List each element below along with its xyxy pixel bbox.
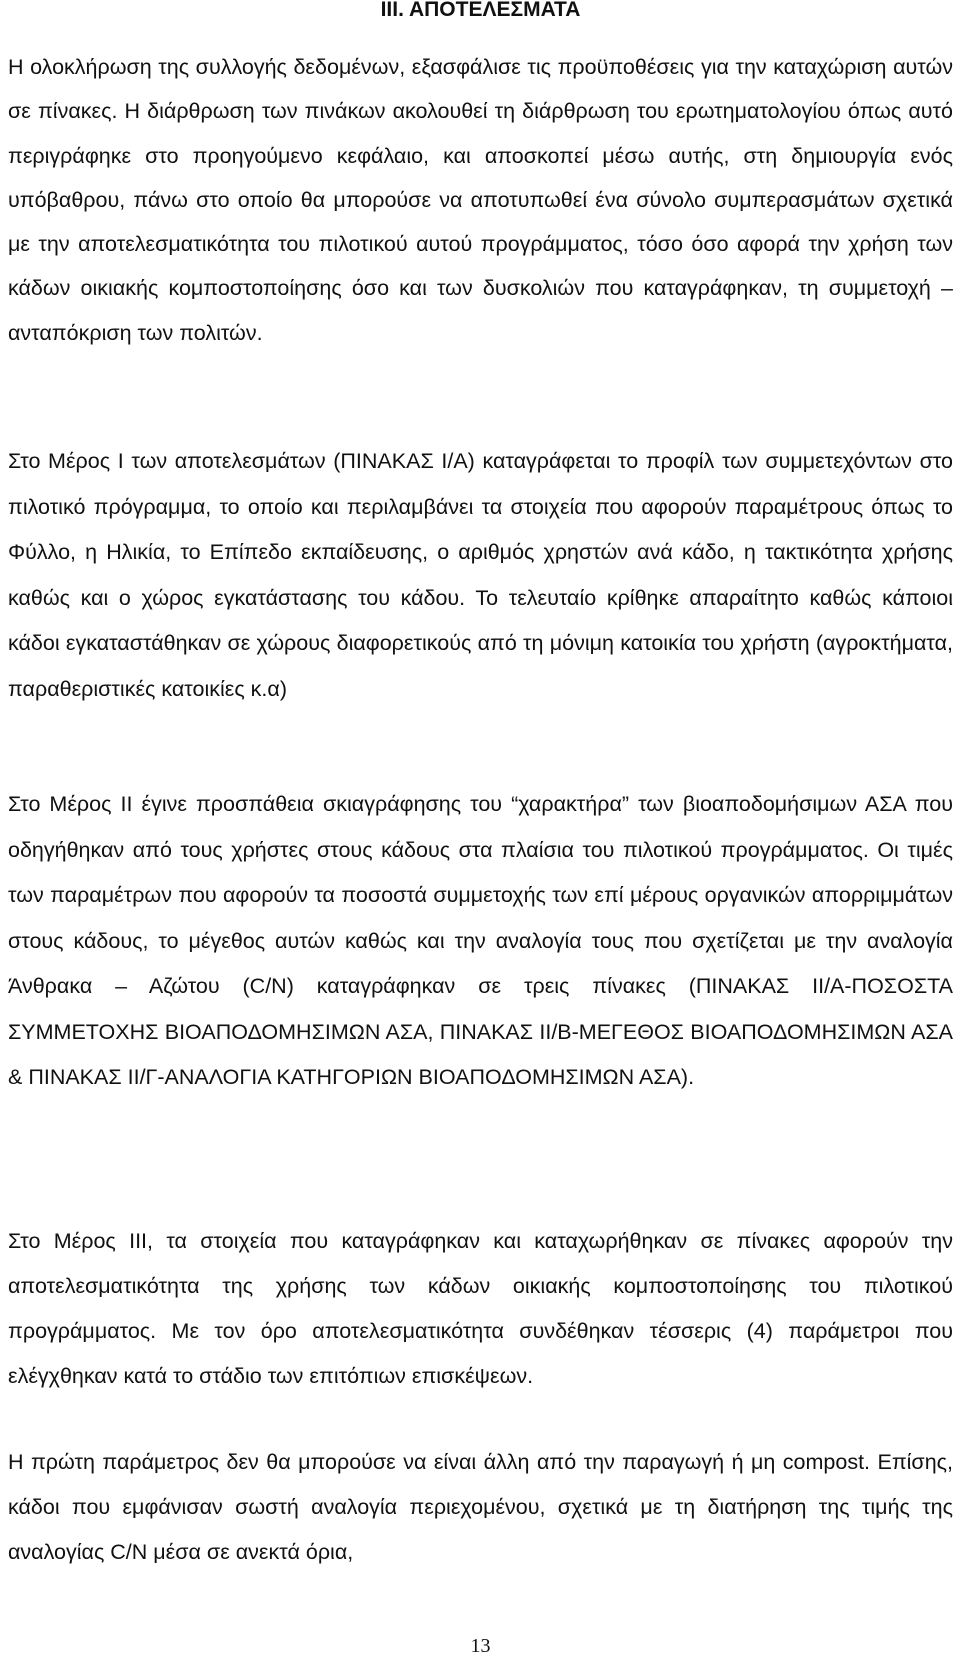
page-number: 13 <box>470 1635 491 1657</box>
paragraph-part-1: Στο Μέρος Ι των αποτελεσμάτων (ΠΙΝΑΚΑΣ Ι/Α) καταγράφεται το προφίλ των συμμετεχόντων στο πιλοτικό πρόγραμμα, το οποίο και περιλαμβάνει τα στοιχεία που αφορούν παραμέτρους όπως το Φύλλο, η Ηλικία, το Επίπεδο εκπαίδευσης, ο αριθμός χρηστών ανά κάδο, η τακτικότητα χρήσης καθώς και ο χώρος εγκατάστασης του κάδου. Το τελευταίο κρίθηκε απαραίτητο καθώς κάποιοι κάδοι εγκαταστάθηκαν σε χώρους διαφορετικούς από τη μόνιμη κατοικία του χρήστη (αγροκτήματα, παραθεριστικές κατοικίες κ.α) <box>8 449 953 701</box>
paragraph-first-parameter: Η πρώτη παράμετρος δεν θα μπορούσε να είναι άλλη από την παραγωγή ή μη compost. Επίσης, κάδοι που εμφάνισαν σωστή αναλογία περιεχομένου, σχετικά με τη διατήρηση της τιμής της αναλογίας C/N μέσα σε ανεκτά όρια, <box>8 1450 953 1564</box>
document-page <box>8 0 953 1672</box>
paragraph-part-3: Στο Μέρος ΙΙΙ, τα στοιχεία που καταγράφηκαν και καταχωρήθηκαν σε πίνακες αφορούν την αποτελεσματικότητα της χρήσης των κάδων οικιακής κομποστοποίησης του πιλοτικού προγράμματος. Με τον όρο αποτελεσματικότητα συνδέθηκαν τέσσερις (4) παράμετροι που ελέγχθηκαν κατά το στάδιο των επιτόπιων επισκέψεων. <box>8 1229 953 1388</box>
paragraph-intro: Η ολοκλήρωση της συλλογής δεδομένων, εξασφάλισε τις προϋποθέσεις για την καταχώριση αυτών σε πίνακες. Η διάρθρωση των πινάκων ακολουθεί τη διάρθρωση του ερωτηματολογίου όπως αυτό περιγράφηκε στο προηγούμενο κεφάλαιο, και αποσκοπεί μέσω αυτής, στη δημιουργία ενός υπόβαθρου, πάνω στο οποίο θα μπορούσε να αποτυπωθεί ένα σύνολο συμπερασμάτων σχετικά με την αποτελεσματικότητα του πιλοτικού αυτού προγράμματος, τόσο όσο αφορά την χρήση των κάδων οικιακής κομποστοποίησης όσο και των δυσκολιών που καταγράφηκαν, τη συμμετοχή – ανταπόκριση των πολιτών. <box>8 55 953 345</box>
paragraph-part-2: Στο Μέρος ΙΙ έγινε προσπάθεια σκιαγράφησης του “χαρακτήρα” των βιοαποδομήσιμων ΑΣΑ που οδηγήθηκαν από τους χρήστες στους κάδους στα πλαίσια του πιλοτικού προγράμματος. Οι τιμές των παραμέτρων που αφορούν τα ποσοστά συμμετοχής των επί μέρους οργανικών απορριμμάτων στους κάδους, το μέγεθος αυτών καθώς και την αναλογία τους που σχετίζεται με την αναλογία Άνθρακα – Αζώτου (C/N) καταγράφηκαν σε τρεις πίνακες (ΠΙΝΑΚΑΣ ΙΙ/Α-ΠΟΣΟΣΤΑ ΣΥΜΜΕΤΟΧΗΣ ΒΙΟΑΠΟΔΟΜΗΣΙΜΩΝ ΑΣΑ, ΠΙΝΑΚΑΣ ΙΙ/Β-ΜΕΓΕΘΟΣ ΒΙΟΑΠΟΔΟΜΗΣΙΜΩΝ ΑΣΑ & ΠΙΝΑΚΑΣ ΙΙ/Γ-ΑΝΑΛΟΓΙΑ ΚΑΤΗΓΟΡΙΩΝ ΒΙΟΑΠΟΔΟΜΗΣΙΜΩΝ ΑΣΑ). <box>8 792 953 1089</box>
section-heading: ΙΙΙ. ΑΠΟΤΕΛΕΣΜΑΤΑ <box>380 0 581 21</box>
